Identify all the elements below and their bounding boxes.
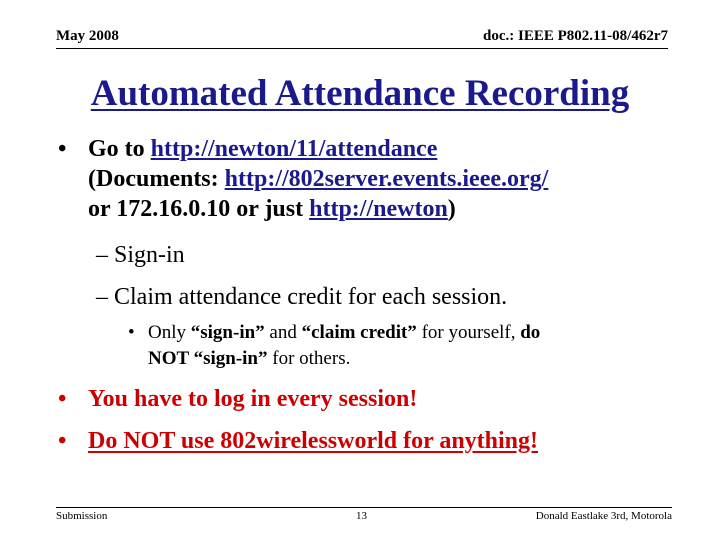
- bullet-text: You have to log in every session!: [88, 386, 418, 412]
- bullet-text: or 172.16.0.10 or just: [88, 196, 310, 222]
- bullet-text: Do NOT use 802wirelessworld for anything!: [88, 428, 539, 454]
- bullet-text: (Documents:: [88, 166, 225, 192]
- bullet-dot-icon: •: [58, 386, 67, 412]
- bullet-line-3: [88, 194, 548, 224]
- sub-bullet-claim: – Claim attendance credit for each session.: [96, 284, 508, 310]
- bullet-line-1: [88, 134, 548, 164]
- footer-submission: Submission: [56, 510, 108, 522]
- sub-sub-line-2: [148, 346, 540, 372]
- bullet-log-in-every-session: [58, 384, 417, 414]
- sub-bullet-sign-in: – Sign-in: [96, 242, 185, 268]
- footer-page-number: 13: [356, 510, 367, 522]
- footer-author: Donald Eastlake 3rd, Motorola: [535, 510, 672, 522]
- documents-link[interactable]: http://802server.events.ieee.org/: [224, 166, 549, 192]
- bullet-go-to: [58, 134, 548, 224]
- bullet-dot-icon: •: [58, 136, 67, 162]
- bullet-do-not-use: [58, 426, 538, 456]
- sub-sub-line-1: [148, 320, 540, 346]
- bullet-text: Go to: [88, 136, 151, 162]
- text-segment: and: [264, 322, 302, 343]
- header-date: May 2008: [56, 28, 119, 44]
- header-divider: [56, 48, 668, 49]
- bullet-text: ): [447, 196, 456, 222]
- header-doc-id: doc.: IEEE P802.11-08/462r7: [482, 28, 668, 44]
- attendance-link[interactable]: http://newton/11/attendance: [150, 136, 438, 162]
- slide-title: Automated Attendance Recording: [90, 73, 630, 114]
- text-segment-bold: do: [520, 322, 541, 343]
- sub-sub-bullet-only: [128, 320, 540, 372]
- text-segment: for yourself,: [416, 322, 521, 343]
- bullet-dot-icon: •: [128, 322, 135, 343]
- bullet-dot-icon: •: [58, 428, 67, 454]
- text-segment-bold: “sign-in”: [190, 322, 265, 343]
- text-segment-bold: NOT “sign-in”: [148, 348, 268, 369]
- footer-divider: [56, 507, 672, 508]
- text-segment-bold: “claim credit”: [301, 322, 417, 343]
- newton-link[interactable]: http://newton: [309, 196, 448, 222]
- text-segment: for others.: [267, 348, 351, 369]
- text-segment: Only: [148, 322, 191, 343]
- bullet-line-2: [88, 164, 548, 194]
